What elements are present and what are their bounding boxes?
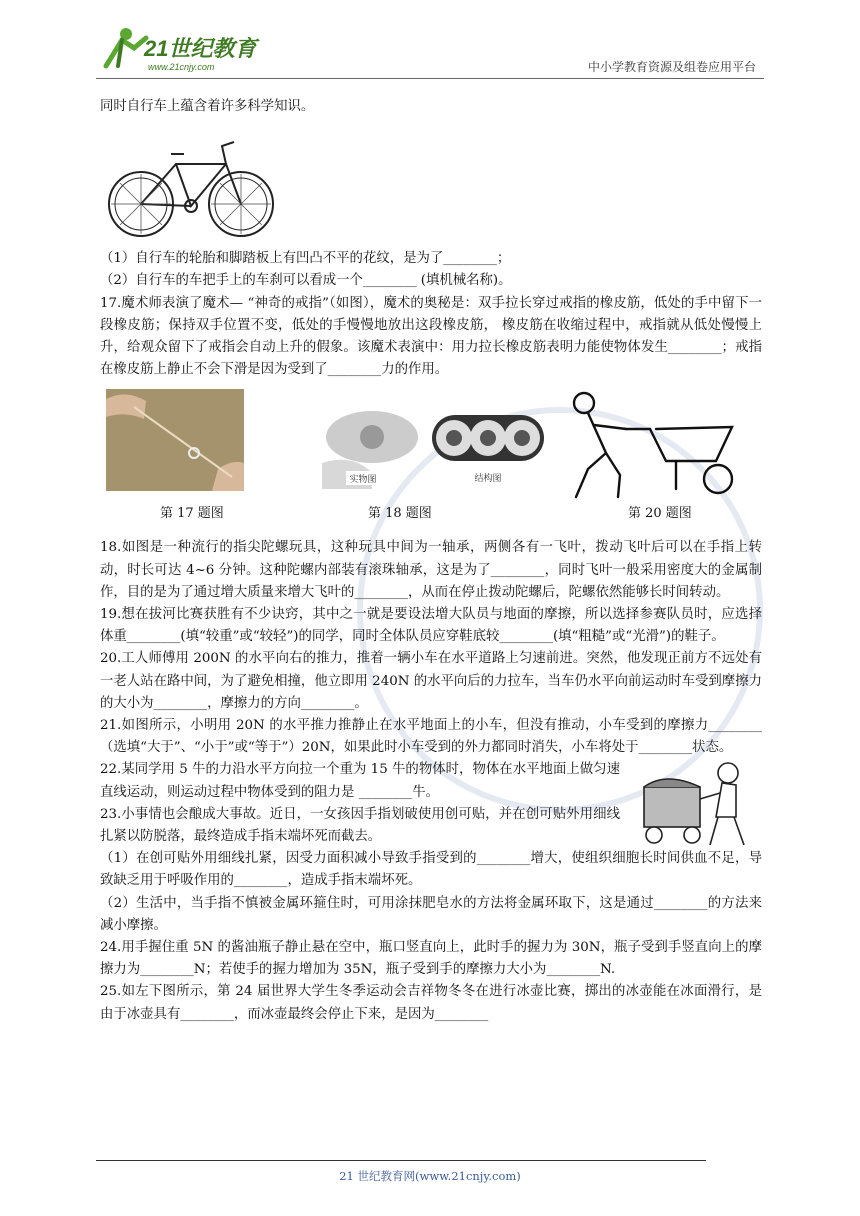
svg-text:实物图: 实物图 — [349, 475, 377, 486]
fig17-caption: 第 17 题图 — [160, 506, 224, 522]
q18-text: 18.如图是一种流行的指尖陀螺玩具，这种玩具中间为一轴承，两侧各有一飞叶，拨动飞叶后可以在手指上转动，时长可达 4~6 分钟。这种陀螺内部装有滚珠轴承，这是为了________，同时飞叶一般采用密度大的金属制作，目的是为了通过增大质量来增大飞叶的________，从而在停止拨动陀螺后，陀螺依然能够长时间转动。 — [100, 540, 762, 600]
q19-text: 19.想在拔河比赛获胜有不少诀窍，其中之一就是要设法增大队员与地面的摩擦，所以选择参赛队员时，应选择体重________(填“较重”或“较轻”)的同学，同时全体队员应穿鞋底较________(填“粗糙”或“光滑”)的鞋子。 — [100, 607, 762, 645]
spinner-structure-diagram — [428, 407, 548, 489]
q24-text: 24.用手握住重 5N 的酱油瓶子静止悬在空中，瓶口竖直向上，此时手的握力为 30N，瓶子受到手竖直向上的摩擦力为________N；若使手的握力增加为 35N，瓶子受到手的摩擦力大小为________N. — [100, 940, 762, 978]
header-divider — [96, 78, 764, 79]
svg-text:www.21cnjy.com: www.21cnjy.com — [148, 62, 215, 72]
bicycle-image — [106, 124, 276, 244]
cart-push-figure — [566, 389, 734, 501]
q25-text: 25.如左下图所示，第 24 届世界大学生冬季运动会吉祥物冬冬在进行冰壶比赛，掷出的冰壶能在冰面滑行，是由于冰壶具有________，而冰壶最终会停止下来，是因为________ — [100, 984, 762, 1022]
q23-part1: （1）在创可贴外用细线扎紧，因受力面积减小导致手指受到的________增大，使组织细胞长时间供血不足，导致缺乏用于呼吸作用的________，造成手指末端坏死。 — [100, 851, 762, 889]
q16-part2: （2）自行车的车把手上的车刹可以看成一个________ (填机械名称)。 — [100, 273, 512, 289]
question-content — [100, 96, 762, 1026]
21cnjy-logo — [96, 26, 266, 76]
footer-text[interactable]: 21 世纪教育网(www.21cnjy.com) — [339, 1169, 521, 1183]
fig18-caption: 第 18 题图 — [368, 506, 432, 522]
q23-part2: （2）生活中，当手指不慎被金属环箍住时，可用涂抹肥皂水的方法将金属环取下，这是通过________的方法来减小摩擦。 — [100, 895, 762, 933]
svg-text:结构图: 结构图 — [474, 474, 502, 485]
fig20-caption: 第 20 题图 — [628, 506, 692, 522]
figure-row — [100, 389, 762, 531]
intro-text: 同时自行车上蕴含着许多科学知识。 — [100, 99, 315, 114]
q21-text: 21.如图所示，小明用 20N 的水平推力推静止在水平地面上的小车，但没有推动，小车受到的摩擦力________（选填“大于”、“小于”或“等于”）20N，如果此时小车受到的外力都同时消失，小车将处于________状态。 — [100, 718, 762, 756]
q23-stem: 23.小事情也会酿成大事故。近日，一女孩因手指划破使用创可贴，并在创可贴外用细线扎紧以防脱落，最终造成手指末端坏死而截去。 — [100, 806, 620, 845]
boy-pushing-cart-image — [636, 759, 766, 849]
page-header — [96, 22, 764, 78]
spinner-photo — [322, 403, 422, 489]
ring-magic-image — [106, 389, 244, 491]
q20-text: 20.工人师傅用 200N 的水平向右的推力，推着一辆小车在水平道路上匀速前进。突然，他发现正前方不远处有一老人站在路中间，为了避免相撞，他立即用 240N 的水平向后的力拉车，当车仍水平向前运动时车受到摩擦力的大小为________，摩擦力的方向________。 — [100, 651, 762, 711]
q22-text: 22.某同学用 5 牛的力沿水平方向拉一个重为 15 牛的物体时，物体在水平地面上做匀速直线运动，则运动过程中物体受到的阻力是 ________牛。 — [100, 762, 620, 800]
page-footer — [0, 1168, 860, 1184]
footer-divider — [96, 1160, 706, 1161]
svg-text:21世纪教育: 21世纪教育 — [144, 36, 257, 61]
q17-text: 17.魔术师表演了魔术— “神奇的戒指”（如图），魔术的奥秘是：双手拉长穿过戒指的橡皮筋，低处的手中留下一段橡皮筋；保持双手位置不变，低处的手慢慢地放出这段橡皮筋， 橡皮筋在收缩过程中，戒指就从低处慢慢上升，给观众留下了戒指会自动上升的假象。该魔术表演中：用力拉长橡皮筋表明力能使物体发生________；戒指在橡皮筋上静止不会下滑是因为受到了________力的作用。 — [100, 295, 762, 378]
platform-label: 中小学教育资源及组卷应用平台 — [587, 60, 756, 74]
q16-part1: （1）自行车的轮胎和脚踏板上有凹凸不平的花纹，是为了________； — [100, 251, 511, 267]
q22-q23-block — [100, 759, 762, 848]
